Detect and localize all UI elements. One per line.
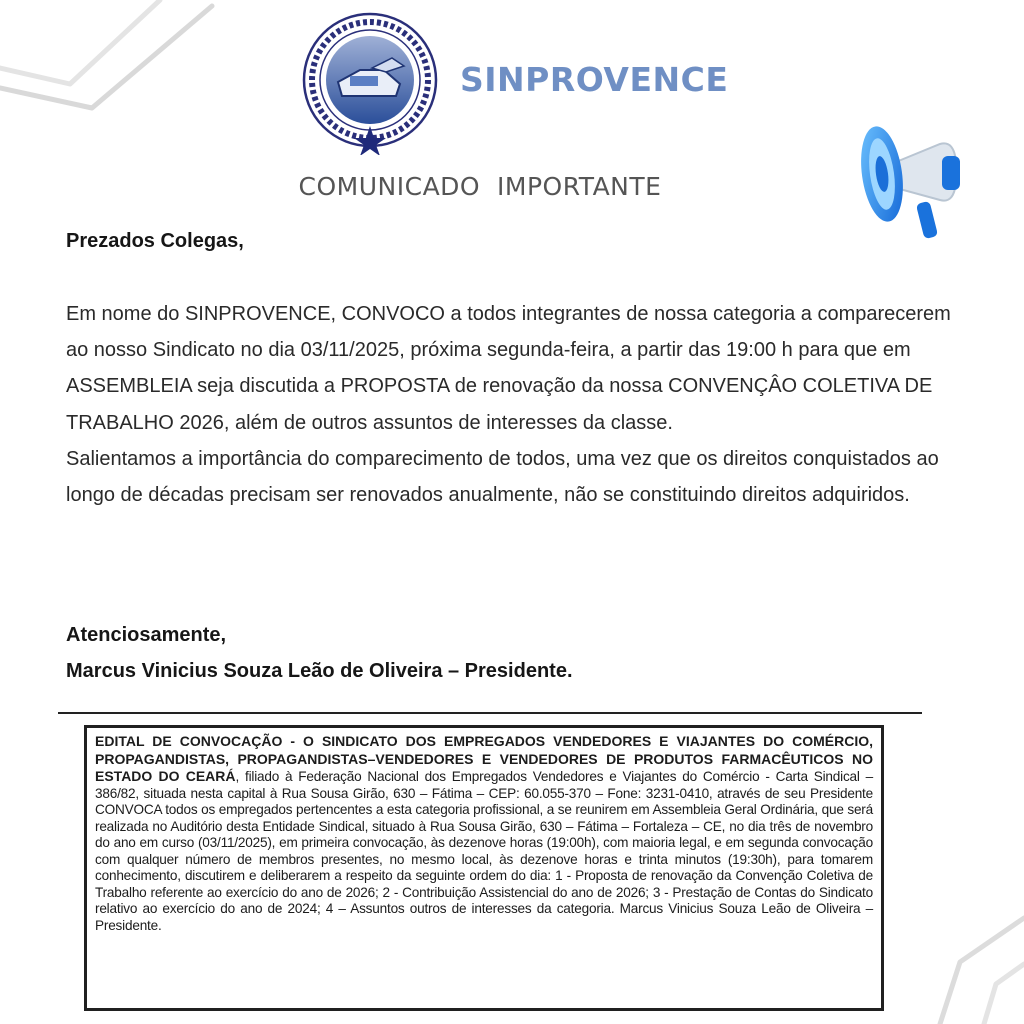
letter-paragraph-2: Salientamos a importância do comparecimento de todos, uma vez que os direitos conquistados ao longo de décadas precisam ser renovados anualmente, não se constituindo direitos adquiridos. bbox=[66, 447, 939, 507]
letter-signature: Marcus Vinicius Souza Leão de Oliveira – Presidente. bbox=[66, 660, 573, 682]
letter-greeting: Prezados Colegas, bbox=[66, 230, 244, 252]
edital-notice bbox=[84, 725, 884, 1011]
brand-name: SINPROVENCE bbox=[460, 60, 729, 99]
edital-heading: EDITAL DE CONVOCAÇÃO - O SINDICATO DOS EMPREGADOS VENDEDORES E VIAJANTES DO COMÉRCIO, PROPAGANDISTAS, PROPAGANDISTAS–VENDEDORES E VENDEDORES DE PRODUTOS FARMACÊUTICOS NO ESTADO DO CEARÁ bbox=[95, 733, 873, 784]
letter-paragraph-1: Em nome do SINPROVENCE, CONVOCO a todos integrantes de nossa categoria a comparecerem ao nosso Sindicato no dia 03/11/2025, próxima segunda-feira, a partir das 19:00 h para que em ASSEMBLEIA seja discutida a PROPOSTA de renovação da nossa CONVENÇÂO COLETIVA DE TRABALHO 2026, além de outros assuntos de interesses da classe. bbox=[66, 303, 951, 434]
letter-body bbox=[66, 296, 976, 513]
sinprovence-emblem-icon bbox=[300, 10, 442, 155]
decorative-lines-top-left bbox=[0, 0, 220, 140]
divider bbox=[58, 712, 922, 714]
letter-closing: Atenciosamente, bbox=[66, 624, 227, 646]
page-subtitle: COMUNICADO IMPORTANTE bbox=[298, 172, 662, 201]
edital-body: , filiado à Federação Nacional dos Empregados Vendedores e Viajantes do Comércio - Carta Sindical – 386/82, situada nesta capital à Rua Sousa Girão, 630 – Fátima – CEP: 60.055-370 – Fone: 3231-0410, através de seu Presidente CONVOCA todos os empregados pertencentes a esta categoria profissional, a se reunirem em Assembleia Geral Ordinária, que será realizada no Auditório desta Entidade Sindical, situado à Rua Sousa Girão, 630 – Fátima – Fortaleza – CE, no dia três de novembro do ano em curso (03/11/2025), em primeira convocação, às dezenove horas (19:00h), com maioria legal, e em segunda convocação com qualquer número de membros presentes, no mesmo local, às dezenove horas e trinta minutos (19:30h), para tomarem conhecimento, discutirem e deliberarem a respeito da seguinte ordem do dia: 1 - Proposta de renovação da Convenção Coletiva de Trabalho referente ao exercício do ano de 2026; 2 - Contribuição Assistencial do ano de 2026; 3 - Prestação de Contas do Sindicato relativo ao exercício do ano de 2024; 4 – Assuntos outros de interesses da categoria. Marcus Vinicius Souza Leão de Oliveira – Presidente. bbox=[95, 769, 873, 933]
decorative-lines-bottom-right bbox=[900, 900, 1024, 1024]
